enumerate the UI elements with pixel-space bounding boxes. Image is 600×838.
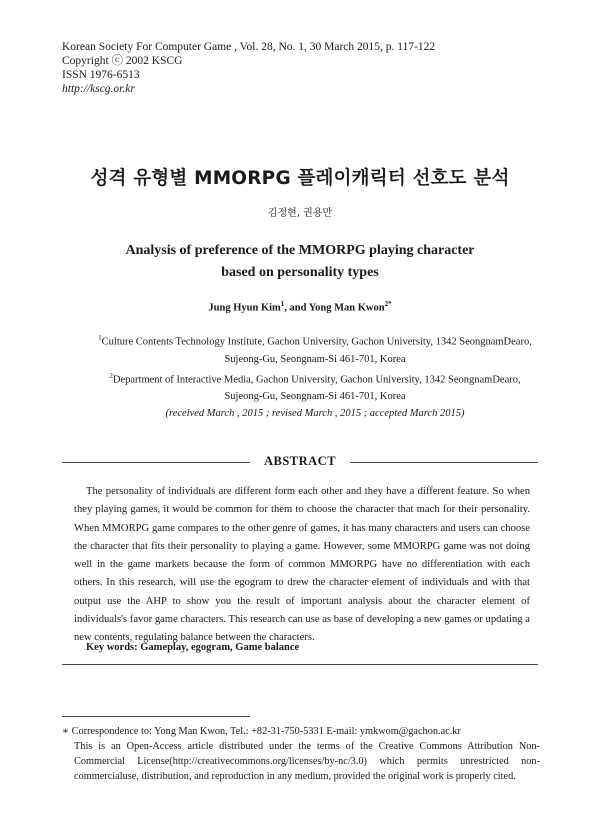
abstract-heading [62, 454, 538, 470]
affiliation-2-line1: Department of Interactive Media, Gachon University, Gachon University, 1342 SeongnamDearo, [112, 374, 521, 385]
korean-authors: 김정현, 권용만 [267, 208, 333, 219]
journal-citation: Korean Society For Computer Game , Vol. 28, No. 1, 30 March 2015, p. 117-122 [62, 41, 436, 53]
affiliation-1 [80, 330, 550, 351]
license-note: This is an Open-Access article distributed under the terms of the Creative Commons Attribution Non-Commercial License(http://creativecommons.org/licenses/by-nc/3.0) which permits unrestricted non-commercialuse, distribution, and reproduction in any medium, provided the original work is properly cited. [74, 741, 540, 782]
affiliations [80, 330, 550, 422]
affiliation-1-line1: Culture Contents Technology Institute, Gachon University, Gachon University, 1342 SeongnamDearo, [101, 336, 532, 348]
footnote-divider [62, 716, 250, 717]
affiliation-2 [80, 368, 550, 389]
english-title-line1: Analysis of preference of the MMORPG playing character [125, 243, 475, 258]
abstract-rule-right [350, 462, 538, 463]
affiliation-1-line2: Sujeong-Gu, Seongnam-Si 461-701, Korea [224, 353, 406, 365]
author-2: Yong Man Kwon [308, 302, 385, 314]
english-title [0, 240, 600, 284]
abstract-text: The personality of individuals are different form each other and they have a different feature. So when they playing games, it would be common for them to choose the character that mach for their personality. When MMORPG game compares to the other genre of games, it has many characters and users can choose the character that fits their personality to playing a game. However, some MMORPG game was not doing well in the game markets because the form of common MMORPG have no differentiation with each others. In this research, will use the egogram to drew the character element of individuals and with that output use the AHP to show you the result of important analysis about the character element of individuals's favor game characters. This research can use as base of developing a new games or updating a new contents, regulating balance between the characters. [74, 486, 530, 644]
affiliation-2-line2: Sujeong-Gu, Seongnam-Si 461-701, Korea [224, 391, 406, 402]
affiliation-1-mark: 1 [98, 334, 102, 342]
footnote [62, 724, 540, 784]
received-dates: (received March , 2015 ; revised March , 2015 ; accepted March 2015) [165, 408, 465, 419]
english-title-line2: based on personality types [221, 265, 379, 280]
author-separator: , and [284, 302, 309, 314]
author-1-mark: 1 [280, 300, 285, 308]
copyright-line: Copyright ⓒ 2002 KSCG [62, 55, 183, 67]
author-2-mark: 2* [384, 300, 392, 308]
journal-url[interactable]: http://kscg.or.kr [62, 83, 135, 95]
korean-title: 성격 유형별 MMORPG 플레이캐릭터 선호도 분석 [90, 168, 510, 189]
keywords: Key words: Gameplay, egogram, Game balance [86, 642, 300, 653]
english-authors [0, 300, 600, 314]
keywords-divider [62, 664, 538, 665]
affiliation-2-mark: 2 [109, 371, 113, 380]
abstract-label: ABSTRACT [263, 454, 337, 468]
correspondence-note: ∗ Correspondence to: Yong Man Kwon, Tel.: +82-31-750-5331 E-mail: ymkwom@gachon.ac.kr [62, 726, 461, 737]
journal-header [62, 40, 435, 96]
author-1: Jung Hyun Kim [208, 302, 281, 314]
issn-line: ISSN 1976-6513 [62, 69, 140, 81]
